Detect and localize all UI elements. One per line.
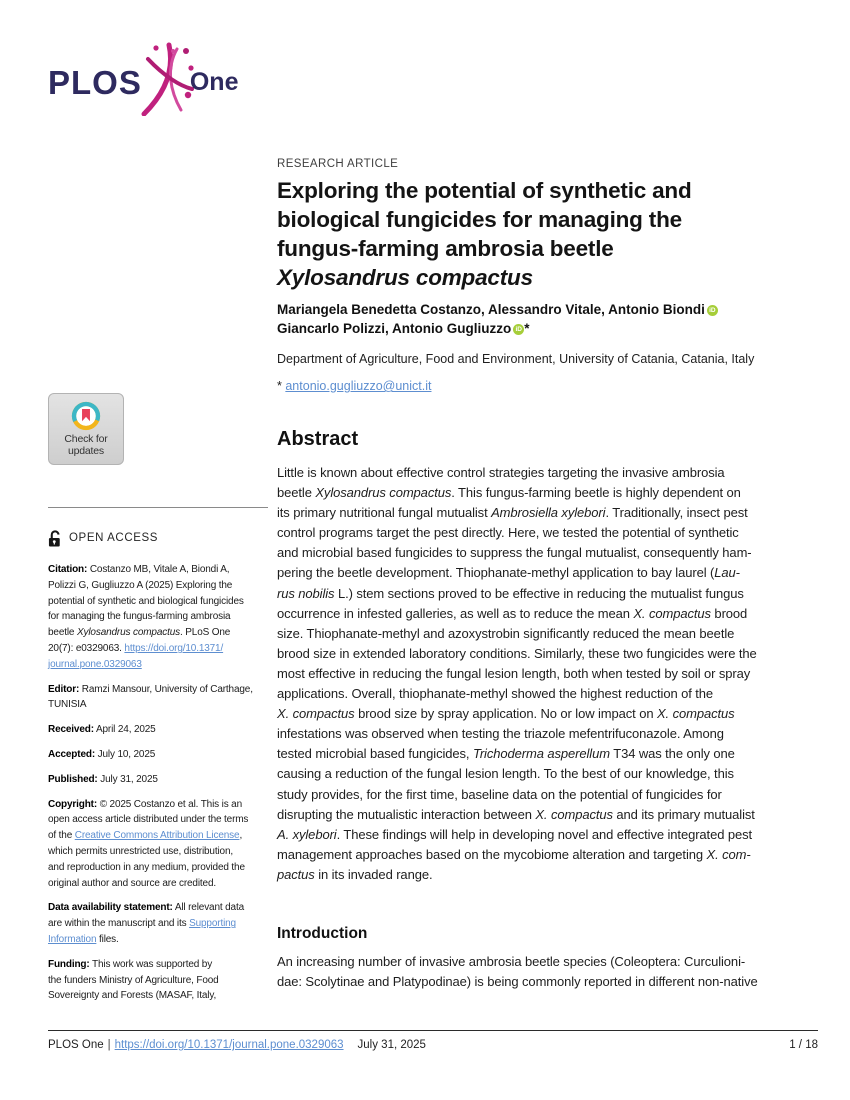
received-block: Received: April 24, 2025: [48, 724, 156, 736]
introduction-heading: Introduction: [277, 924, 368, 942]
corresponding-author-marker: *: [524, 320, 530, 336]
sidebar-divider: [48, 507, 268, 508]
email-link[interactable]: antonio.gugliuzzo@unict.it: [285, 379, 432, 393]
introduction-paragraph: An increasing number of invasive ambrosia beetle species (Coleoptera: Curculioni- dae: Scolytinae and Platypodinae) is being commonly reported in different non-native: [277, 953, 758, 990]
footer-divider: [48, 1030, 818, 1031]
citation-block: Citation: Costanzo MB, Vitale A, Biondi A, Polizzi G, Gugliuzzo A (2025) Exploring the potential of synthetic and biological fungicides for managing the fungus-farming ambrosia beetle Xylosandrus compactus. PLoS One 20(7): e0329063. https://doi.org/10.1371/ journal.pone.0329063: [48, 564, 244, 670]
article-main-column: [277, 158, 818, 992]
corresponding-email-line: [277, 379, 818, 393]
accepted-block: Accepted: July 10, 2025: [48, 748, 156, 760]
open-access-label: OPEN ACCESS: [69, 531, 159, 544]
orcid-icon[interactable]: iD: [513, 324, 524, 335]
check-for-updates-button[interactable]: [48, 393, 124, 465]
affiliation: Department of Agriculture, Food and Environment, University of Catania, Catania, Italy: [277, 352, 755, 366]
citation-doi-link[interactable]: journal.pone.0329063: [48, 658, 142, 670]
article-type-kicker: RESEARCH ARTICLE: [277, 158, 399, 170]
abstract-heading: Abstract: [277, 428, 359, 450]
page-footer: [48, 1030, 818, 1051]
footer-journal-name: PLOS One: [48, 1039, 104, 1051]
orcid-icon[interactable]: iD: [707, 305, 718, 316]
check-for-updates-label: Check for updates: [64, 433, 108, 457]
data-availability-block: Data availability statement: All relevant data are within the manuscript and its Supporting Information files.: [48, 902, 244, 945]
plos-splash-icon: [136, 42, 194, 116]
footer-citation: [48, 1039, 426, 1051]
article-title: Exploring the potential of synthetic and biological fungicides for managing the fungus-farming ambrosia beetle Xylosandrus compactus: [277, 178, 692, 290]
open-lock-icon: [48, 530, 63, 547]
open-access-row: [48, 530, 268, 547]
cc-license-link[interactable]: Creative Commons Attribution License: [74, 830, 240, 842]
crossmark-icon: [71, 401, 101, 431]
editor-block: Editor: Ramzi Mansour, University of Carthage, TUNISIA: [48, 683, 253, 711]
footer-date: July 31, 2025: [357, 1039, 426, 1051]
article-metadata-sidebar: [48, 393, 268, 1004]
citation-doi-link[interactable]: https://doi.org/10.1371/: [124, 642, 224, 654]
footer-doi-link[interactable]: https://doi.org/10.1371/journal.pone.0329063: [114, 1039, 344, 1051]
funding-block: Funding: This work was supported by the funders Ministry of Agriculture, Food Sovereignty and Forests (MASAF, Italy,: [48, 958, 219, 1002]
plos-logo-text: PLOS: [48, 63, 142, 101]
email-marker: *: [277, 379, 282, 393]
plos-one-logo: [48, 46, 238, 118]
page-number: 1 / 18: [789, 1039, 818, 1051]
supporting-information-link[interactable]: Supporting: [189, 918, 236, 930]
footer-separator: |: [107, 1039, 111, 1051]
authors-line-2: Giancarlo Polizzi, Antonio Gugliuzzo: [277, 320, 512, 336]
author-list: [277, 301, 818, 338]
published-block: Published: July 31, 2025: [48, 773, 158, 785]
abstract-paragraph: Little is known about effective control strategies targeting the invasive ambrosia beetle Xylosandrus compactus. This fungus-farming beetle is highly dependent on its primary nutritional fungal mutualist Ambrosiella xylebori. Traditionally, insect pest control programs target the pest directly. Here, we tested the potential of synthetic and microbial based fungicides to suppress the fungal mutualist, consequently ham- pering the beetle development. Thiophanate-methyl application to bay laurel (Lau- rus nobilis L.) stem sections proved to be effective in reducing the mutualist fungus occurrence in infested galleries, as well as to reduce the mean X. compactus brood size. Thiophanate-methyl and azoxystrobin significantly reduced the mean beetle brood size in extended laboratory conditions. Similarly, these two fungicides were the most effective in reducing the fungal lesion length, both when tested by soil or spray applications. Overall, thiophanate-methyl showed the highest reduction of the X. compactus brood size by spray application. No or low impact on X. compactus infestations was observed when testing the triazole mefentrifuconazole. Among tested microbial based fungicides, Trichoderma asperellum T34 was the only one causing a reduction of the fungal lesion length. To the best of our knowledge, this study provides, for the first time, baseline data on the potential of fungicides for disrupting the mutualistic interaction between X. compactus and its primary mutualist A. xylebori. These findings will help in developing novel and effective integrated pest management approaches based on the mycobiome alteration and targeting X. com- pactus in its invaded range.: [277, 465, 757, 882]
authors-line-1: Mariangela Benedetta Costanzo, Alessandro Vitale, Antonio Biondi: [277, 302, 705, 317]
one-logo-text: One: [189, 67, 239, 96]
copyright-block: Copyright: © 2025 Costanzo et al. This is an open access article distributed under the terms of the Creative Commons Attribution License, which permits unrestricted use, distribution, and reproduction in any medium, provided the original author and source are credited.: [48, 798, 249, 889]
supporting-information-link[interactable]: Information: [48, 933, 97, 945]
